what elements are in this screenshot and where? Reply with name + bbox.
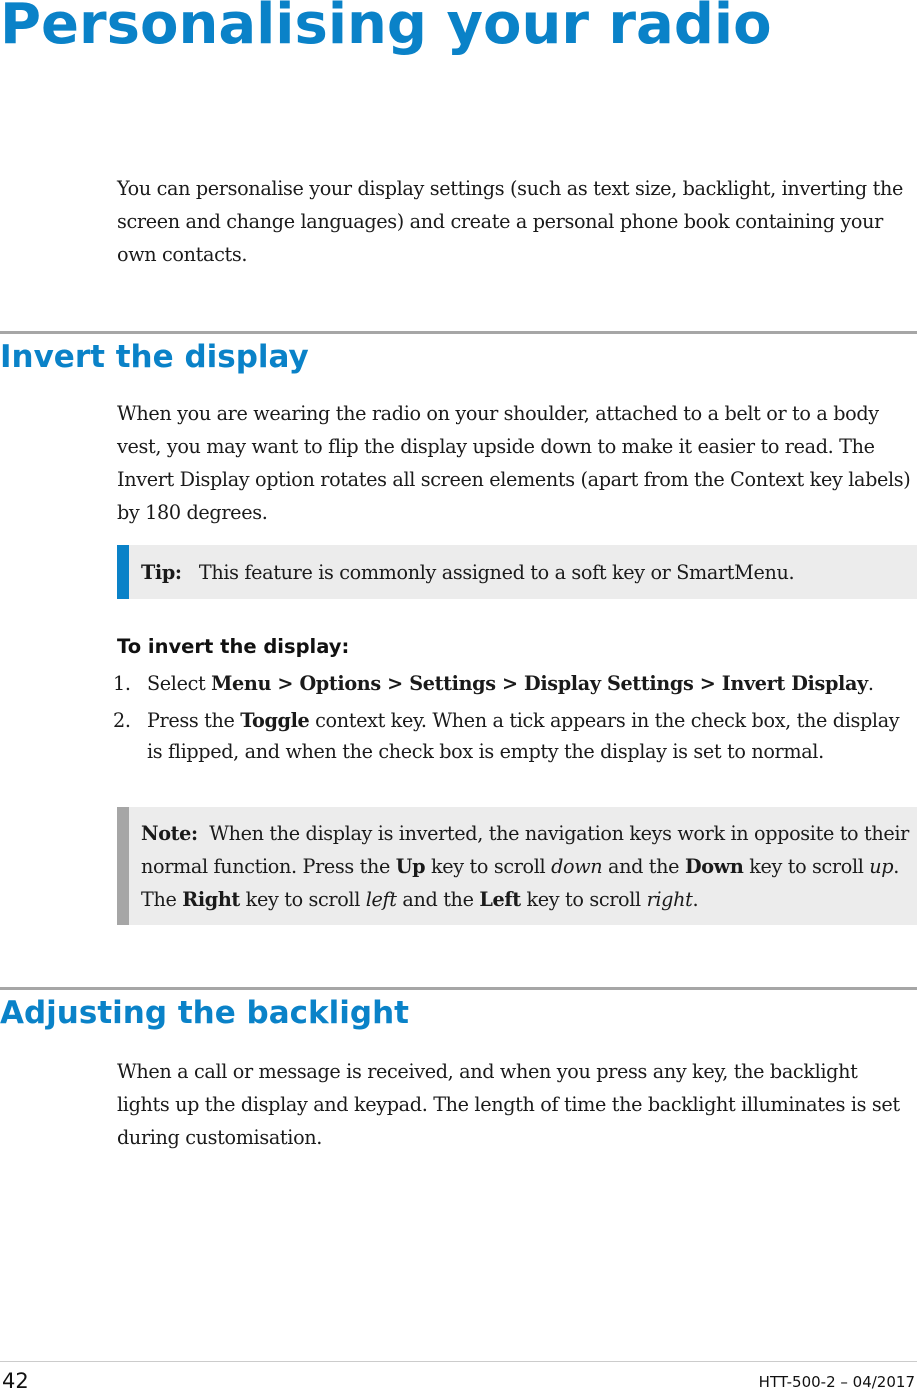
emphasis: right	[646, 888, 693, 911]
note-text: key to scroll	[239, 888, 366, 911]
procedure-steps	[113, 668, 915, 773]
procedure-step	[113, 705, 915, 767]
note-callout	[117, 807, 917, 925]
step-text: Select	[147, 672, 212, 695]
step-number: 1.	[113, 672, 131, 695]
emphasis: left	[365, 888, 397, 911]
emphasis: down	[551, 855, 603, 878]
tip-callout	[117, 545, 917, 599]
key-name: Right	[182, 888, 240, 911]
page-title: Personalising your radio	[0, 0, 772, 57]
tip-text: This feature is commonly assigned to a soft key or SmartMenu.	[198, 561, 795, 584]
tip-label: Tip:	[141, 561, 182, 584]
note-label: Note:	[141, 822, 198, 845]
note-text: key to scroll	[520, 888, 647, 911]
invert-display-heading: Invert the display	[0, 339, 309, 375]
note-text: and the	[396, 888, 480, 911]
emphasis: up	[869, 855, 894, 878]
note-text: .	[692, 888, 699, 911]
toggle-key-name: Toggle	[240, 709, 310, 732]
key-name: Up	[395, 855, 426, 878]
document-reference: HTT-500-2 – 04/2017	[758, 1373, 915, 1391]
page-number: 42	[2, 1369, 29, 1393]
note-text: key to scroll	[425, 855, 552, 878]
procedure-step	[113, 668, 915, 699]
note-text: key to scroll	[743, 855, 870, 878]
note-text: When the display is inverted, the navigation keys work in opposite to their normal function. Press the	[141, 822, 909, 878]
section-divider	[0, 331, 917, 334]
invert-display-paragraph: When you are wearing the radio on your shoulder, attached to a belt or to a body vest, you may want to flip the display upside down to make it easier to read. The Invert Display option rotates all screen elements (apart from the Context key labels) by 180 degrees.	[117, 402, 911, 524]
procedure-heading: To invert the display:	[117, 635, 350, 658]
key-name: Left	[479, 888, 521, 911]
footer-rule	[0, 1361, 917, 1362]
section-divider	[0, 987, 917, 990]
note-text: and the	[602, 855, 685, 878]
key-name: Down	[684, 855, 744, 878]
step-number: 2.	[113, 709, 131, 732]
intro-paragraph: You can personalise your display settings (such as text size, backlight, inverting the screen and change languages) and create a personal phone book containing your own contacts.	[117, 177, 903, 266]
step-text: context key. When a tick appears in the check box, the display is flipped, and when the check box is empty the display is set to normal.	[147, 709, 900, 763]
backlight-paragraph: When a call or message is received, and when you press any key, the backlight lights up the display and keypad. The length of time the backlight illuminates is set during customisation.	[117, 1060, 900, 1149]
step-text: Press the	[147, 709, 241, 732]
backlight-heading: Adjusting the backlight	[0, 995, 409, 1031]
menu-path: Menu > Options > Settings > Display Settings > Invert Display	[211, 672, 868, 695]
step-text: .	[867, 672, 874, 695]
note-text: . The	[141, 855, 899, 911]
